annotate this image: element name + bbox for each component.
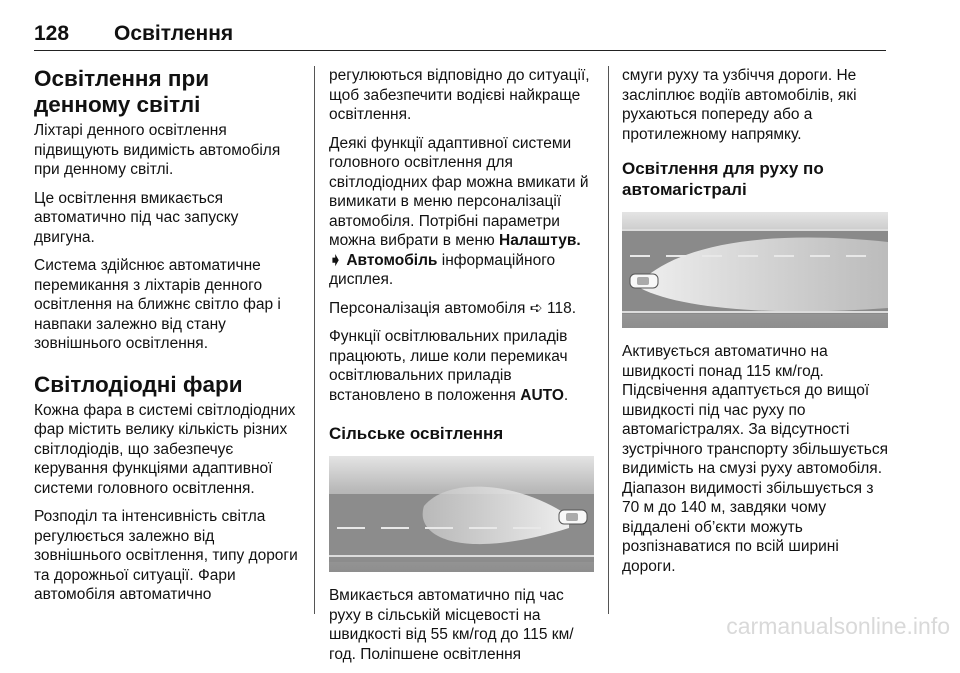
paragraph: Кожна фара в системі світлодіодних фар містить велику кількість різних світлодіодів, що забезпечує керування функціями адаптивної системи головного освітлення. [34, 401, 296, 497]
paragraph-text: Функції освітлювальних приладів працюють, лише коли перемикач освітлювальних приладів встановлено в положення [329, 328, 568, 404]
paragraph: Активується автоматично на швидкості понад 115 км/год. Підсвічення адаптується до вищої швидкості під час руху по автомагістралях. За відсутності зустрічного транспорту збільшується видимість на смузі руху автомобіля. Діапазон видимості збільшується з 70 м до 140 м, завдяки чому віддалені об’єкти можуть розпізнаватися по всій ширині дороги. [622, 343, 888, 575]
section-heading-country-lighting: Сільське освітлення [329, 424, 504, 443]
menu-arrow-icon: ➧ [329, 251, 342, 269]
paragraph-text: Деякі функції адаптивної системи головного освітлення для світлодіодних фар можна вмикати й вимикати в меню персоналізації автомобіля. Потрібні параметри можна вибрати в меню [329, 134, 589, 249]
section-heading-motorway-lighting: Освітлення для руху по автомагістралі [622, 159, 824, 199]
cross-reference: Персоналізація автомобіля ➪ 118. [329, 299, 577, 317]
car-icon [559, 510, 587, 524]
car-icon [630, 274, 658, 288]
column-2 [329, 66, 594, 673]
paragraph: регулюються відповідно до ситуації, щоб забезпечити водієві найкраще освітлення. [329, 67, 590, 123]
page-header [34, 22, 886, 51]
menu-label-settings: Налаштув. [499, 232, 581, 249]
section-title-daytime-lights: Освітлення при денному світлі [34, 66, 210, 117]
paragraph-text: інформаційного дисплея. [329, 251, 556, 288]
section-title-led-headlights: Світлодіодні фари [34, 371, 243, 397]
column-1 [34, 66, 302, 614]
page-number: 128 [34, 22, 70, 45]
paragraph: Розподіл та інтенсивність світла регулюється залежно від зовнішнього освітлення, типу дороги та дорожньої ситуації. Фари автомобіля автоматично [34, 508, 298, 603]
paragraph: Вмикається автоматично під час руху в сільській місцевості на швидкості від 55 км/год до 115 км/год. Поліпшене освітлення [329, 587, 574, 663]
switch-position-auto: AUTO [520, 386, 564, 404]
menu-label-vehicle: Автомобіль [346, 251, 438, 269]
paragraph: Система здійснює автоматичне перемикання з ліхтарів денного освітлення на ближнє світло фар і навпаки залежно від стану зовнішнього освітлення. [34, 257, 281, 352]
paragraph: Це освітлення вмикається автоматично під час запуску двигуна. [34, 189, 239, 246]
paragraph: Ліхтарі денного освітлення підвищують видимість автомобіля при денному світлі. [34, 122, 281, 178]
paragraph: смуги руху та узбіччя дороги. Не засліплює водіїв автомобілів, які рухаються попереду або а протилежному напрямку. [622, 67, 857, 143]
motorway-lighting-illustration [622, 212, 887, 328]
watermark: carmanualsonline.info [726, 613, 950, 639]
chapter-title: Освітлення [114, 22, 234, 45]
column-divider [608, 66, 609, 614]
country-lighting-illustration [329, 456, 594, 572]
paragraph [329, 327, 594, 405]
paragraph [329, 134, 594, 290]
column-divider [314, 66, 315, 614]
column-3 [622, 66, 888, 585]
paragraph-text: . [563, 386, 569, 404]
